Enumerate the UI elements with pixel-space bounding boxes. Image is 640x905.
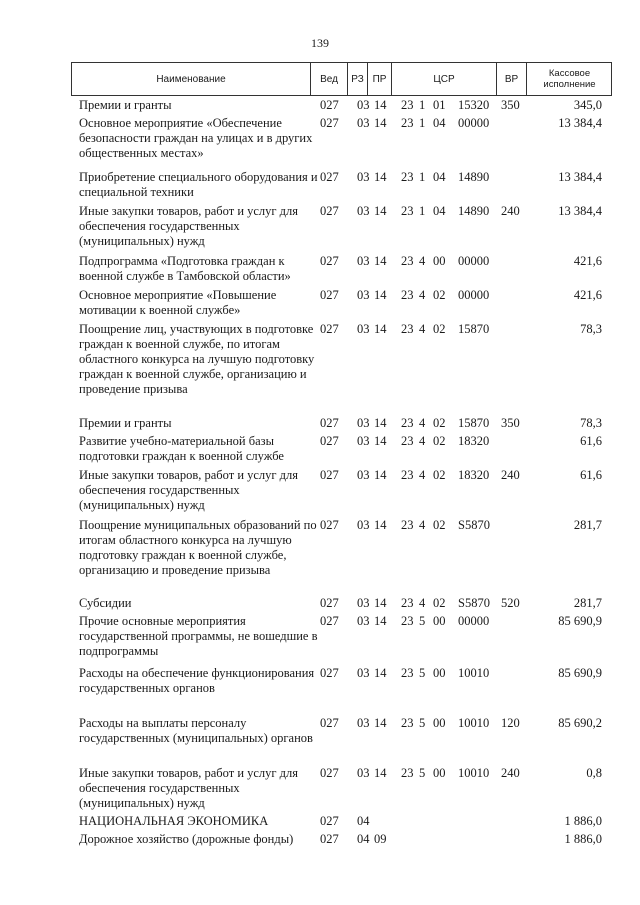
cell-name: Иные закупки товаров, работ и услуг для обеспечения государственных (муниципальных) нужд (79, 204, 299, 248)
cell-rz: 04 (357, 814, 370, 828)
cell-c2: 5 (419, 766, 426, 780)
header-right-border (611, 63, 612, 95)
cell-c4: 00000 (458, 254, 490, 268)
cell-amount: 1 886,0 (564, 814, 602, 828)
cell-name: Иные закупки товаров, работ и услуг для обеспечения государственных (муниципальных) нужд (79, 766, 299, 810)
cell-ved: 027 (320, 596, 339, 610)
cell-amount: 85 690,2 (558, 716, 602, 730)
cell-c2: 4 (419, 322, 426, 336)
cell-pr: 14 (374, 322, 387, 336)
cell-name: Основное мероприятие «Обеспечение безопасности граждан на улицах и в других общественных местах» (79, 116, 313, 160)
cell-c2: 5 (419, 614, 426, 628)
cell-pr: 14 (374, 116, 387, 130)
cell-rz: 03 (357, 116, 370, 130)
cell-c4: 14890 (458, 170, 490, 184)
cell-ved: 027 (320, 288, 339, 302)
cell-ved: 027 (320, 716, 339, 730)
cell-name: Прочие основные мероприятия государственной программы, не вошедшие в подпрограммы (79, 614, 318, 658)
cell-amount: 61,6 (580, 468, 602, 482)
cell-c2: 4 (419, 416, 426, 430)
cell-pr: 14 (374, 614, 387, 628)
cell-amount: 1 886,0 (564, 832, 602, 846)
cell-name: Иные закупки товаров, работ и услуг для обеспечения государственных (муниципальных) нужд (79, 468, 299, 512)
cell-c1: 23 (401, 322, 414, 336)
cell-amount: 13 384,4 (558, 204, 602, 218)
cell-vr: 240 (501, 766, 520, 780)
cell-c2: 4 (419, 468, 426, 482)
cell-c1: 23 (401, 596, 414, 610)
cell-amount: 281,7 (573, 518, 602, 532)
cell-amount: 0,8 (586, 766, 602, 780)
cell-name: Развитие учебно-материальной базы подготовки граждан к военной службе (79, 434, 284, 463)
cell-rz: 03 (357, 416, 370, 430)
cell-rz: 03 (357, 596, 370, 610)
cell-c1: 23 (401, 766, 414, 780)
cell-c3: 00 (433, 666, 446, 680)
cell-c2: 1 (419, 204, 426, 218)
cell-c1: 23 (401, 716, 414, 730)
cell-c4: S5870 (458, 518, 490, 532)
cell-name: Премии и гранты (79, 98, 172, 112)
cell-pr: 14 (374, 98, 387, 112)
cell-c2: 4 (419, 288, 426, 302)
cell-ved: 027 (320, 614, 339, 628)
cell-vr: 350 (501, 416, 520, 430)
cell-rz: 03 (357, 254, 370, 268)
cell-c3: 02 (433, 416, 446, 430)
table-header (71, 62, 612, 96)
header-ved: Вед (310, 63, 347, 95)
cell-rz: 03 (357, 288, 370, 302)
cell-c4: 14890 (458, 204, 490, 218)
cell-c1: 23 (401, 116, 414, 130)
cell-ved: 027 (320, 518, 339, 532)
cell-rz: 03 (357, 204, 370, 218)
cell-vr: 240 (501, 204, 520, 218)
cell-ved: 027 (320, 204, 339, 218)
cell-c1: 23 (401, 434, 414, 448)
cell-c1: 23 (401, 666, 414, 680)
cell-ved: 027 (320, 254, 339, 268)
cell-amount: 61,6 (580, 434, 602, 448)
cell-pr: 14 (374, 288, 387, 302)
header-name: Наименование (71, 63, 310, 95)
cell-c4: 18320 (458, 434, 490, 448)
cell-c3: 02 (433, 288, 446, 302)
cell-amount: 78,3 (580, 416, 602, 430)
cell-ved: 027 (320, 116, 339, 130)
cell-ved: 027 (320, 322, 339, 336)
cell-c2: 1 (419, 116, 426, 130)
header-csr: ЦСР (391, 63, 496, 95)
cell-c4: 15320 (458, 98, 490, 112)
cell-c2: 1 (419, 170, 426, 184)
cell-c1: 23 (401, 614, 414, 628)
cell-rz: 03 (357, 170, 370, 184)
cell-name: Основное мероприятие «Повышение мотивации к военной службе» (79, 288, 277, 317)
header-amount: Кассовое исполнение (526, 63, 612, 95)
cell-pr: 14 (374, 716, 387, 730)
cell-pr: 14 (374, 666, 387, 680)
cell-ved: 027 (320, 814, 339, 828)
cell-pr: 14 (374, 518, 387, 532)
cell-c2: 4 (419, 434, 426, 448)
cell-ved: 027 (320, 434, 339, 448)
cell-c1: 23 (401, 98, 414, 112)
cell-c2: 1 (419, 98, 426, 112)
header-vr: ВР (496, 63, 526, 95)
cell-c3: 02 (433, 596, 446, 610)
cell-c2: 5 (419, 716, 426, 730)
cell-pr: 14 (374, 416, 387, 430)
cell-ved: 027 (320, 832, 339, 846)
cell-c4: 15870 (458, 322, 490, 336)
cell-c1: 23 (401, 416, 414, 430)
cell-c4: 00000 (458, 288, 490, 302)
cell-c3: 00 (433, 254, 446, 268)
cell-name: Расходы на обеспечение функционирования государственных органов (79, 666, 315, 695)
cell-name: Подпрограмма «Подготовка граждан к военной службе в Тамбовской области» (79, 254, 291, 283)
cell-c3: 04 (433, 116, 446, 130)
cell-pr: 14 (374, 468, 387, 482)
cell-pr: 14 (374, 204, 387, 218)
cell-pr: 14 (374, 766, 387, 780)
cell-c2: 4 (419, 518, 426, 532)
cell-c3: 02 (433, 322, 446, 336)
cell-ved: 027 (320, 666, 339, 680)
cell-c3: 00 (433, 766, 446, 780)
cell-rz: 03 (357, 766, 370, 780)
cell-amount: 85 690,9 (558, 614, 602, 628)
cell-c4: 00000 (458, 614, 490, 628)
cell-c2: 4 (419, 596, 426, 610)
cell-pr: 14 (374, 434, 387, 448)
cell-amount: 78,3 (580, 322, 602, 336)
cell-name: Премии и гранты (79, 416, 172, 430)
cell-amount: 13 384,4 (558, 170, 602, 184)
cell-name: Поощрение муниципальных образований по итогам областного конкурса на лучшую подготовку граждан к военной службе, организацию и проведение призыва (79, 518, 317, 577)
cell-rz: 03 (357, 666, 370, 680)
cell-c3: 01 (433, 98, 446, 112)
header-pr: ПР (367, 63, 391, 95)
cell-name: Субсидии (79, 596, 132, 610)
cell-pr: 14 (374, 596, 387, 610)
cell-amount: 85 690,9 (558, 666, 602, 680)
cell-name: Поощрение лиц, участвующих в подготовке граждан к военной службе, по итогам областного конкурса на лучшую подготовку граждан к военной службе, организацию и проведение призыва (79, 322, 315, 396)
cell-vr: 240 (501, 468, 520, 482)
cell-ved: 027 (320, 766, 339, 780)
cell-ved: 027 (320, 468, 339, 482)
cell-c3: 04 (433, 204, 446, 218)
cell-c1: 23 (401, 204, 414, 218)
cell-ved: 027 (320, 170, 339, 184)
cell-rz: 03 (357, 98, 370, 112)
cell-name: Расходы на выплаты персоналу государственных (муниципальных) органов (79, 716, 313, 745)
cell-c1: 23 (401, 254, 414, 268)
cell-c3: 04 (433, 170, 446, 184)
cell-c4: 10010 (458, 766, 490, 780)
cell-c4: S5870 (458, 596, 490, 610)
cell-amount: 13 384,4 (558, 116, 602, 130)
cell-rz: 03 (357, 434, 370, 448)
cell-ved: 027 (320, 98, 339, 112)
cell-rz: 03 (357, 614, 370, 628)
cell-c3: 02 (433, 468, 446, 482)
cell-c4: 18320 (458, 468, 490, 482)
cell-name: Дорожное хозяйство (дорожные фонды) (79, 832, 294, 846)
cell-name: Приобретение специального оборудования и специальной техники (79, 170, 318, 199)
cell-c3: 00 (433, 716, 446, 730)
cell-c1: 23 (401, 288, 414, 302)
cell-c2: 5 (419, 666, 426, 680)
cell-rz: 03 (357, 468, 370, 482)
cell-amount: 421,6 (573, 288, 602, 302)
cell-c3: 00 (433, 614, 446, 628)
cell-pr: 14 (374, 170, 387, 184)
cell-rz: 03 (357, 322, 370, 336)
cell-ved: 027 (320, 416, 339, 430)
cell-c4: 10010 (458, 666, 490, 680)
page-number: 139 (311, 36, 329, 50)
cell-rz: 04 (357, 832, 370, 846)
cell-c4: 10010 (458, 716, 490, 730)
cell-c1: 23 (401, 468, 414, 482)
cell-amount: 345,0 (573, 98, 602, 112)
cell-rz: 03 (357, 518, 370, 532)
cell-c2: 4 (419, 254, 426, 268)
cell-amount: 281,7 (573, 596, 602, 610)
cell-vr: 520 (501, 596, 520, 610)
cell-c1: 23 (401, 518, 414, 532)
header-rz: РЗ (347, 63, 367, 95)
cell-amount: 421,6 (573, 254, 602, 268)
cell-rz: 03 (357, 716, 370, 730)
cell-pr: 14 (374, 254, 387, 268)
cell-vr: 120 (501, 716, 520, 730)
cell-vr: 350 (501, 98, 520, 112)
cell-pr: 09 (374, 832, 387, 846)
cell-c3: 02 (433, 434, 446, 448)
cell-c4: 00000 (458, 116, 490, 130)
cell-c1: 23 (401, 170, 414, 184)
cell-c3: 02 (433, 518, 446, 532)
cell-name: НАЦИОНАЛЬНАЯ ЭКОНОМИКА (79, 814, 269, 828)
cell-c4: 15870 (458, 416, 490, 430)
